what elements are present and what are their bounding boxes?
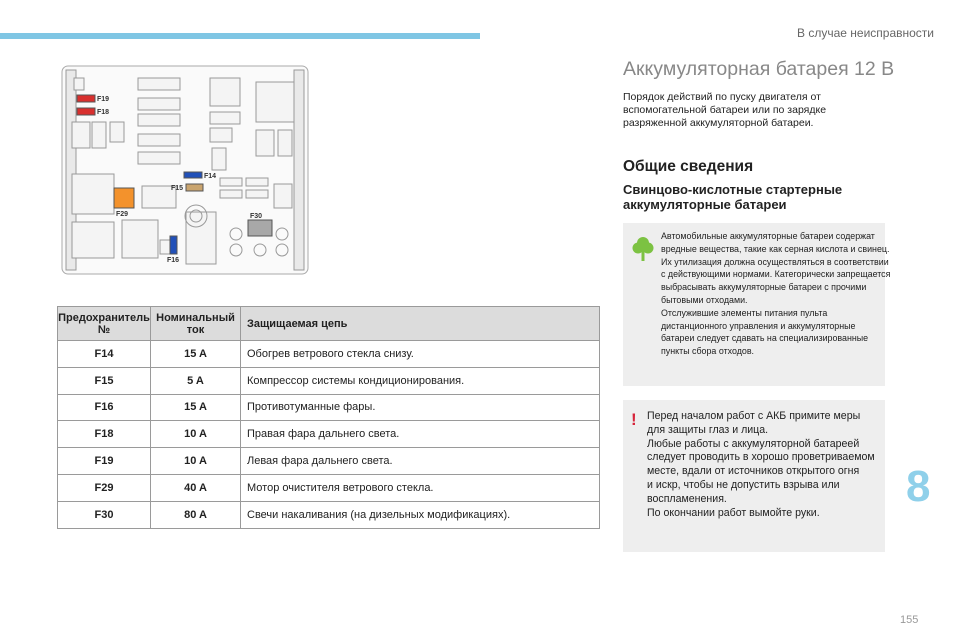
fuse-label-f29: F29	[116, 211, 129, 218]
amp-cell: 15 A	[151, 341, 241, 368]
env-line: дистанционного управления и аккумуляторные	[661, 320, 856, 331]
warning-box	[623, 400, 885, 552]
warn-line: Перед началом работ с АКБ примите меры	[647, 410, 861, 422]
fuse-label-f15: F15	[171, 185, 184, 192]
eco-tree-icon	[632, 236, 654, 262]
fuse-label-f14: F14	[204, 173, 217, 180]
warn-line: Любые работы с аккумуляторной батареей	[647, 437, 860, 450]
fuse-cell: F14	[58, 341, 151, 368]
section-title: В случае неисправности	[797, 26, 934, 40]
battery-type-heading: Свинцово-кислотные стартерные аккумуляторные батареи	[623, 182, 843, 212]
fuse-f29-mark	[114, 188, 134, 208]
warning-exclamation-icon: !	[631, 410, 637, 429]
env-line: с действующими нормами. Категорически запрещается	[661, 269, 891, 280]
fuse-f30-mark	[248, 220, 272, 236]
table-header-row	[58, 307, 600, 341]
circuit-cell: Компрессор системы кондиционирования.	[241, 367, 600, 394]
intro-text: Порядок действий по пуску двигателя от вспомогательной батареи или по зарядке разряженной аккумуляторной батареи.	[623, 91, 827, 129]
fuse-cell: F15	[58, 367, 151, 394]
fuse-f15-mark	[186, 184, 203, 191]
fuse-cell: F18	[58, 421, 151, 448]
fuse-table	[57, 306, 600, 529]
table-row	[58, 394, 600, 421]
env-line: вредные вещества, такие как серная кислота и свинец.	[661, 243, 890, 254]
warning-text	[647, 410, 881, 520]
amp-cell: 5 A	[151, 367, 241, 394]
fuse-box-diagram	[60, 62, 310, 278]
amp-cell: 10 A	[151, 448, 241, 475]
table-row	[58, 448, 600, 475]
warn-line: По окончании работ вымойте руки.	[647, 506, 820, 519]
circuit-cell: Левая фара дальнего света.	[241, 448, 600, 475]
fuse-label-f16: F16	[167, 257, 180, 264]
circuit-cell: Мотор очистителя ветрового стекла.	[241, 474, 600, 501]
env-line: батареи следует сдавать на специализированные	[661, 333, 869, 344]
header-protected-circuit: Защищаемая цепь	[241, 307, 600, 341]
amp-cell: 80 A	[151, 501, 241, 528]
environment-note-text	[661, 230, 891, 358]
table-row	[58, 421, 600, 448]
header-accent-bar	[0, 33, 480, 39]
amp-cell: 40 A	[151, 474, 241, 501]
header-rated-current: Номинальный ток	[151, 307, 241, 341]
fuse-label-f18: F18	[97, 109, 110, 116]
page-title: Аккумуляторная батарея 12 В	[623, 58, 895, 80]
circuit-cell: Противотуманные фары.	[241, 394, 600, 421]
fuse-f19-mark	[77, 95, 95, 102]
environment-note-box	[623, 223, 891, 386]
warn-line: и искр, чтобы не допустить взрыва или	[647, 478, 840, 491]
table-row	[58, 341, 600, 368]
general-heading: Общие сведения	[623, 158, 754, 175]
amp-cell: 15 A	[151, 394, 241, 421]
fuse-label-f19: F19	[97, 96, 110, 103]
header-fuse-number: Предохранитель №	[58, 307, 151, 341]
env-line: выбрасывать аккумуляторные батареи с прочими	[661, 282, 867, 293]
fuse-f16-mark	[170, 236, 177, 254]
fuse-cell: F16	[58, 394, 151, 421]
amp-cell: 10 A	[151, 421, 241, 448]
env-line: Их утилизация должна осуществляться в соответствии	[661, 256, 889, 267]
chapter-number: 8	[906, 462, 931, 511]
table-row	[58, 501, 600, 528]
table-row	[58, 367, 600, 394]
env-line: Автомобильные аккумуляторные батареи содержат	[661, 231, 875, 241]
fuse-label-f30: F30	[250, 213, 263, 220]
env-line: Отслужившие элементы питания пульта	[661, 307, 828, 318]
warn-line: воспламенения.	[647, 492, 727, 505]
warn-line: месте, вдали от источников открытого огня	[647, 465, 860, 478]
fuse-f18-mark	[77, 108, 95, 115]
circuit-cell: Правая фара дальнего света.	[241, 421, 600, 448]
env-line: пункты сбора отходов.	[661, 346, 755, 357]
circuit-cell: Свечи накаливания (на дизельных модификациях).	[241, 501, 600, 528]
warn-line: следует проводить в хорошо проветриваемом	[647, 451, 875, 464]
circuit-cell: Обогрев ветрового стекла снизу.	[241, 341, 600, 368]
page-number: 155	[900, 614, 919, 626]
table-row	[58, 474, 600, 501]
warn-line: для защиты глаз и лица.	[647, 423, 769, 436]
fuse-cell: F29	[58, 474, 151, 501]
fuse-cell: F19	[58, 448, 151, 475]
fuse-f14-mark	[184, 172, 202, 178]
fuse-cell: F30	[58, 501, 151, 528]
env-line: бытовыми отходами.	[661, 294, 748, 305]
